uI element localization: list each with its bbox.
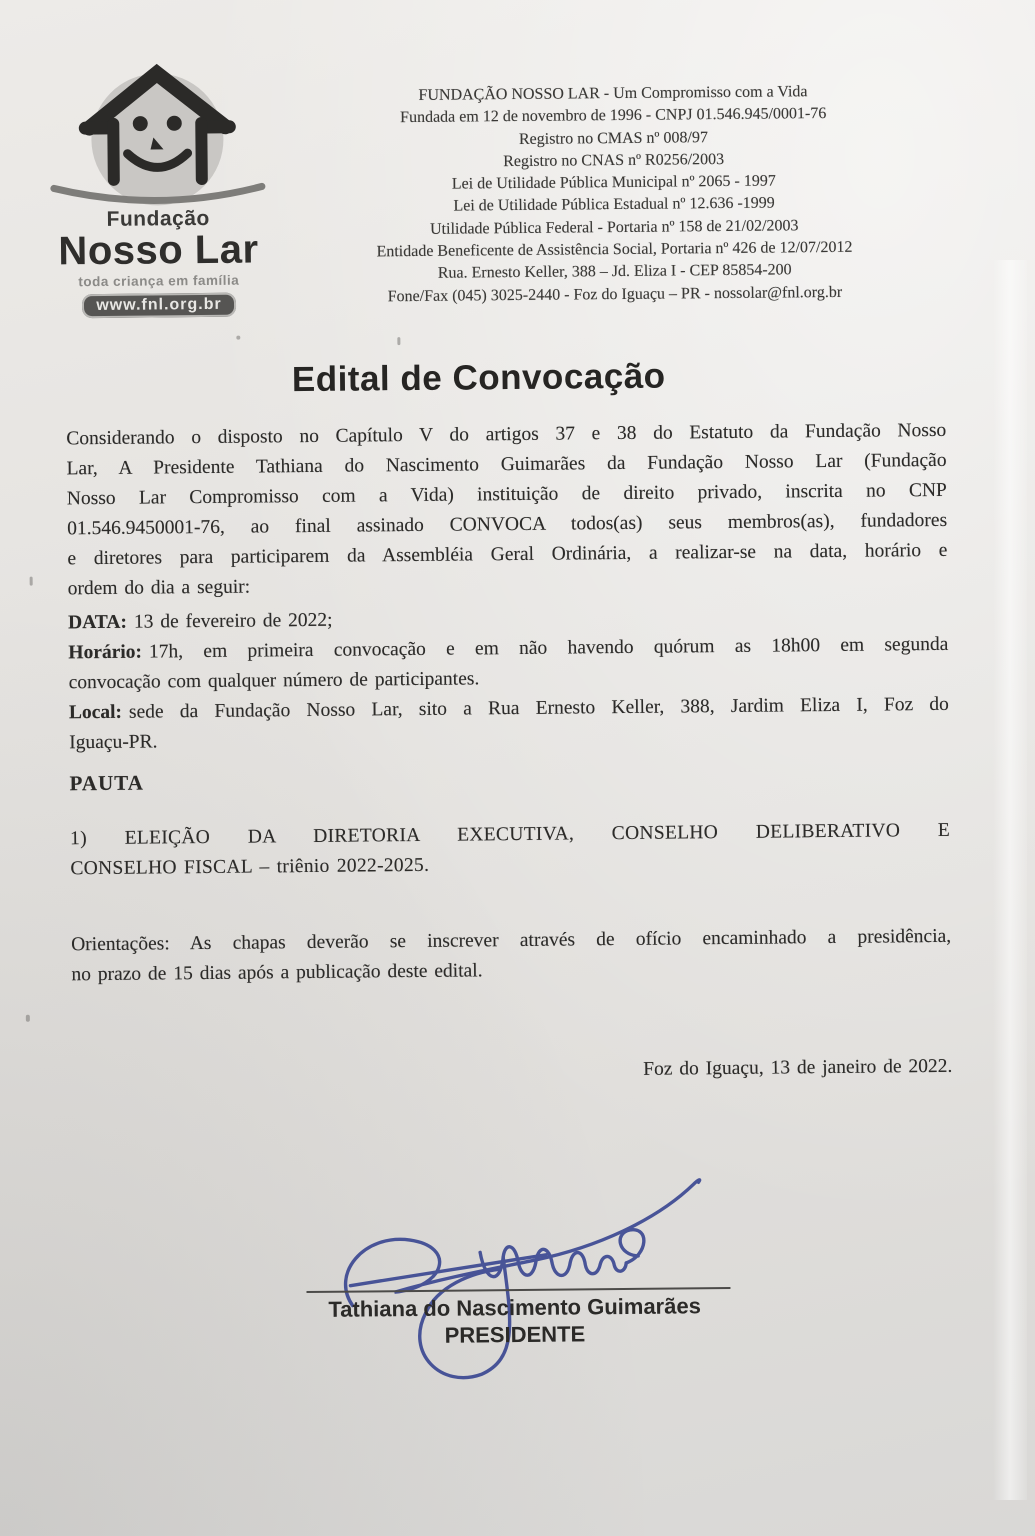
instructions-paragraph — [71, 922, 952, 990]
letterhead — [263, 80, 965, 310]
instructions-line: no prazo de 15 dias após a publicação deste edital. — [71, 960, 483, 986]
letterhead-line: FUNDAÇÃO NOSSO LAR - Um Compromisso com a Vida — [418, 83, 808, 104]
letterhead-line: Utilidade Pública Federal - Portaria nº 158 de 21/02/2003 — [429, 217, 799, 238]
paragraph-line: e diretores para participarem da Assembléia Geral Ordinária, a realizar-se na data, horário e — [67, 539, 948, 570]
scan-speck — [397, 337, 400, 345]
letterhead-line: Rua. Ernesto Keller, 388 – Jd. Eliza I - CEP 85854-200 — [437, 261, 792, 283]
time-label: Horário: — [68, 641, 143, 664]
letterhead-line: Fundada em 12 de novembro de 1996 - CNPJ 01.546.945/0001-76 — [400, 105, 827, 127]
document-title: Edital de Convocação — [291, 356, 666, 400]
signatory-name: Tathiana do Nascimento Guimarães — [328, 1293, 701, 1322]
paragraph-line: 01.546.9450001-76, ao final assinado CONVOCA todos(as) seus membros(as), fundadores — [67, 509, 948, 540]
agenda-heading: PAUTA — [69, 770, 144, 796]
instructions-line: Orientações: As chapas deverão se inscrever através de ofício encaminhado a presidência, — [71, 925, 952, 956]
signatory-block — [300, 1292, 730, 1350]
scan-speck — [236, 336, 240, 340]
letterhead-line: Registro no CNAS nº R0256/2003 — [503, 150, 725, 171]
letterhead-line: Lei de Utilidade Pública Estadual nº 12.636 -1999 — [453, 194, 775, 216]
organization-logo — [37, 60, 279, 318]
logo-org-name-large: Nosso Lar — [58, 227, 259, 274]
logo-org-name-small: Fundação — [106, 206, 210, 231]
meeting-place-line-2: Iguaçu-PR. — [69, 731, 158, 754]
paragraph-line: ordem do dia a seguir: — [67, 576, 251, 600]
paragraph-line: Lar, A Presidente Tathiana do Nascimento Guimarães da Fundação Nosso Lar (Fundação — [66, 449, 947, 480]
letterhead-line: Fone/Fax (045) 3025-2440 - Foz do Iguaçu – PR - nossolar@fnl.org.br — [387, 283, 843, 305]
city-date-line: Foz do Iguaçu, 13 de janeiro de 2022. — [643, 1055, 953, 1080]
intro-paragraph — [66, 416, 948, 604]
scan-speck — [30, 577, 33, 586]
date-label: DATA: — [67, 611, 128, 634]
letterhead-line: Entidade Beneficente de Assistência Social, Portaria nº 426 de 12/07/2012 — [376, 238, 853, 261]
place-label: Local: — [68, 701, 123, 724]
logo-website-badge: www.fnl.org.br — [82, 293, 236, 318]
house-smiley-icon — [47, 60, 269, 222]
time-value: 17h, em primeira convocação e em não havendo quórum as 18h00 em segunda — [148, 633, 949, 663]
date-value: 13 de fevereiro de 2022; — [133, 609, 333, 633]
logo-tagline: toda criança em família — [78, 272, 240, 290]
agenda-item — [70, 816, 951, 884]
paragraph-line: Nosso Lar Compromisso com a Vida) instituição de direito privado, inscrita no CNP — [66, 479, 947, 510]
paragraph-line: Considerando o disposto no Capítulo V do artigos 37 e 38 do Estatuto da Fundação Nosso — [66, 419, 947, 450]
meeting-details — [68, 600, 949, 758]
scan-speck — [26, 1015, 30, 1022]
agenda-item-line: 1) ELEIÇÃO DA DIRETORIA EXECUTIVA, CONSELHO DELIBERATIVO E — [70, 819, 951, 850]
handwritten-signature-icon — [293, 1154, 735, 1398]
signatory-role: PRESIDENTE — [444, 1321, 586, 1348]
letterhead-line: Registro no CMAS nº 008/97 — [518, 128, 708, 148]
place-value: sede da Fundação Nosso Lar, sito a Rua Ernesto Keller, 388, Jardim Eliza I, Foz do — [128, 693, 949, 723]
letterhead-line: Lei de Utilidade Pública Municipal nº 2065 - 1997 — [451, 172, 776, 193]
agenda-item-line: CONSELHO FISCAL – triênio 2022-2025. — [70, 854, 430, 880]
meeting-time-line-2: convocação com qualquer número de participantes. — [68, 668, 480, 694]
